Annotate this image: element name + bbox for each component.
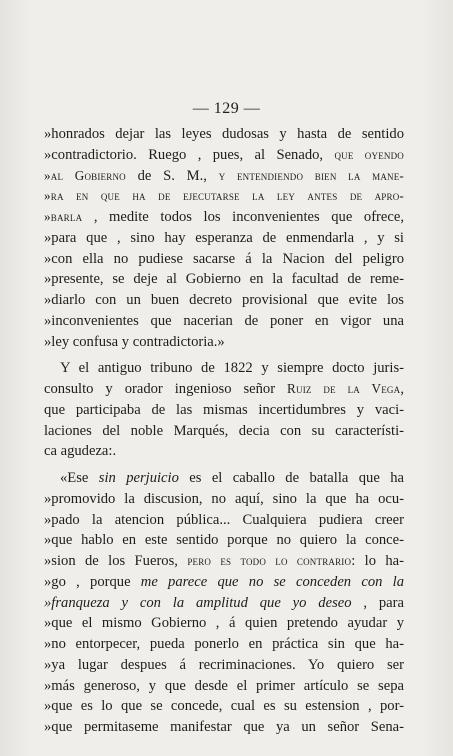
- text-run: : lo ha-: [351, 553, 404, 569]
- text-line: [44, 468, 404, 489]
- text-run: de S. M.,: [125, 167, 219, 184]
- text-run: »sion de los Fueros,: [44, 553, 188, 569]
- small-caps-run: »barla: [44, 209, 83, 224]
- body-text: [44, 124, 404, 738]
- text-run: Y el antiguo tribuno de 1822 y siempre docto juris-: [60, 360, 404, 377]
- italic-run: me parece que no se conceden con la: [140, 573, 405, 590]
- text-run: »que es lo que se concede, cual es su estension , por-: [44, 698, 404, 715]
- text-line: [44, 228, 404, 249]
- small-caps-run: Ruiz de la Vega: [287, 381, 401, 396]
- text-line: [44, 613, 404, 634]
- text-run: ,: [400, 381, 404, 397]
- text-line: [44, 269, 404, 290]
- text-line: [44, 634, 404, 655]
- text-line: [44, 332, 404, 353]
- text-run: »para que , sino hay esperanza de enmendarla , y si: [44, 229, 404, 246]
- text-line: [44, 186, 404, 207]
- text-run: , para: [351, 594, 405, 611]
- text-run: »que permitaseme manifestar que ya un señor Sena-: [44, 719, 404, 735]
- small-caps-run: y entendiendo bien la mane-: [218, 167, 404, 183]
- text-run: »pado la atencion pública... Cualquiera pudiera creer: [44, 511, 404, 528]
- text-line: [44, 400, 404, 421]
- text-line: [44, 249, 404, 270]
- text-run: consulto y orador ingenioso señor: [44, 381, 288, 397]
- text-line: [44, 655, 404, 676]
- text-line: [44, 290, 404, 311]
- text-line: [44, 489, 404, 510]
- text-line: [44, 717, 404, 738]
- text-line: [44, 145, 404, 166]
- text-line: [44, 358, 404, 379]
- text-line: [44, 551, 404, 572]
- text-run: »con ella no pudiese sacarse á la Nacion del peligro: [44, 250, 404, 267]
- small-caps-run: que oyendo: [334, 146, 404, 162]
- text-run: »inconvenientes que nacerian de poner en vigor una: [44, 312, 404, 329]
- italic-run: »franqueza y con la amplitud que yo deseo: [44, 594, 352, 611]
- text-run: , medite todos los inconvenientes que ofrece,: [82, 209, 404, 225]
- text-run: laciones del noble Marqués, decia con su característi-: [44, 422, 404, 439]
- text-line: [44, 421, 404, 442]
- small-caps-run: Gobierno: [74, 167, 126, 183]
- text-run: »diarlo con un buen decreto provisional que evite los: [44, 292, 404, 308]
- text-run: »go , porque: [44, 573, 141, 590]
- text-run: »contradictorio. Ruego , pues, al Senado,: [44, 146, 335, 163]
- text-run: »que hablo en este sentido porque no quiero la conce-: [44, 532, 404, 549]
- text-line: [44, 676, 404, 697]
- text-line: [44, 441, 404, 462]
- small-caps-run: pero es todo lo contrario: [187, 553, 352, 568]
- text-line: [44, 530, 404, 551]
- text-run: »ya lugar despues á recriminaciones. Yo quiero ser: [44, 656, 404, 673]
- text-run: »no entorpecer, pueda ponerlo en práctica sin que ha-: [44, 636, 404, 652]
- italic-run: sin perjuicio: [98, 470, 179, 486]
- text-line: [44, 124, 404, 145]
- page-number: — 129 —: [192, 100, 261, 117]
- text-line: [44, 510, 404, 531]
- small-caps-run: »al: [44, 167, 75, 183]
- text-run: »promovido la discusion, no aquí, sino la que ha ocu-: [44, 490, 404, 507]
- text-run: »más generoso, y que desde el primer artículo se sepa: [44, 677, 404, 694]
- text-run: »honrados dejar las leyes dudosas y hasta de sentido: [44, 126, 404, 142]
- text-run: es el caballo de batalla que ha: [178, 470, 404, 486]
- text-line: [44, 166, 404, 187]
- text-run: «Ese: [60, 470, 99, 486]
- text-run: ca agudeza:.: [44, 443, 117, 460]
- text-run: que participaba de las mismas incertidumbres y vaci-: [44, 401, 404, 418]
- text-run: »ley confusa y contradictoria.»: [44, 333, 225, 350]
- text-run: »presente, se deje al Gobierno en la facultad de reme-: [44, 271, 404, 288]
- text-line: [44, 593, 404, 614]
- text-line: [44, 696, 404, 717]
- text-line: [44, 379, 404, 400]
- text-line: [44, 572, 404, 593]
- text-line: [44, 207, 404, 228]
- text-run: »que el mismo Gobierno , á quien pretendo ayudar y: [44, 615, 404, 632]
- text-line: [44, 311, 404, 332]
- small-caps-run: »ra en que ha de ejecutarse la ley antes de apro-: [44, 188, 404, 204]
